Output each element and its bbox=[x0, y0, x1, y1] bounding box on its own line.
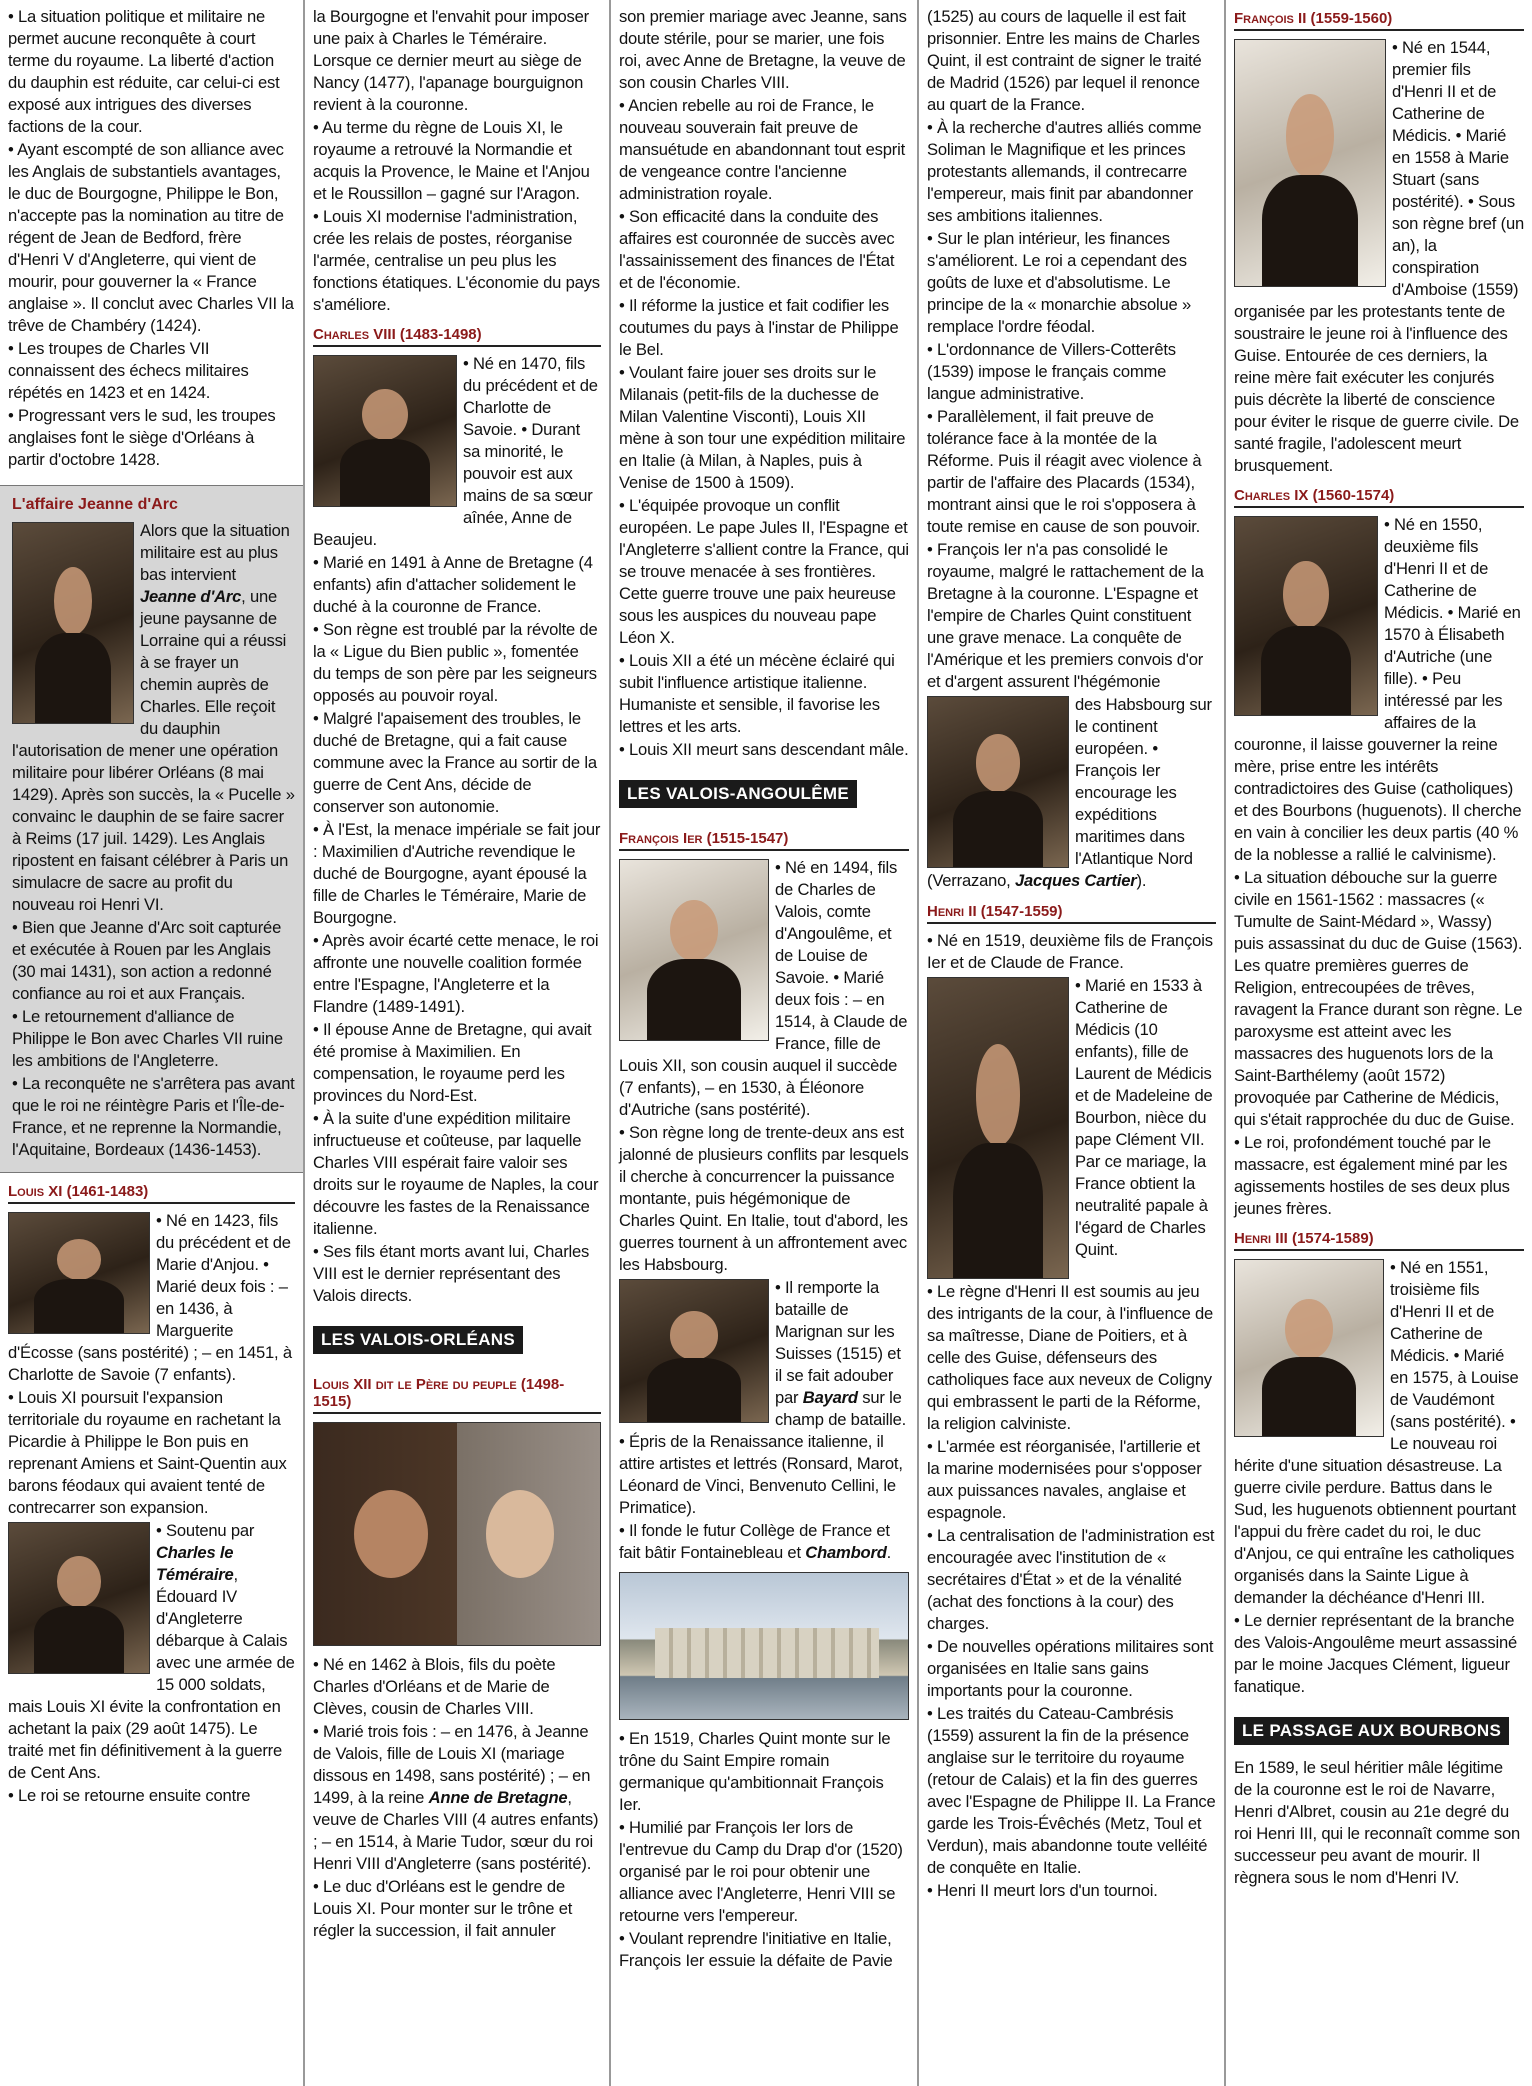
column-2 bbox=[305, 0, 611, 2086]
paragraph: • Le règne d'Henri II est soumis au jeu des intrigants de la cour, à l'influence de sa maîtresse, Diane de Poitiers, et à celle des Guise, défenseurs des catholiques face aux neveux de Coligny qui embrassent le parti de la Réforme, la religion calviniste. bbox=[927, 1282, 1214, 1433]
paragraph: • Marié en 1533 à Catherine de Médicis (10 enfants), fille de Laurent de Médicis et de Madeleine de Bourbon, nièce du pape Clément VII. Par ce mariage, la France obtient la neutralité papale à l'égard de Charles Quint. bbox=[1075, 976, 1213, 1259]
paragraph: • Son règne est troublé par la révolte de la « Ligue du Bien public », fomentée du temps de son père par les seigneurs opposés au pouvoir royal. bbox=[313, 620, 598, 705]
paragraph: • Soutenu par Charles le Téméraire, Édouard IV d'Angleterre débarque à Calais avec une armée de 15 000 soldats, mais Louis XI évite la confrontation en achetant la paix (29 août 1475). Le traité met fin définitivement à la guerre de Cent Ans. bbox=[8, 1521, 295, 1782]
paragraph: • L'ordonnance de Villers-Cotterêts (1539) impose le français comme langue administrative. bbox=[927, 340, 1176, 403]
chambord-image bbox=[619, 1572, 909, 1720]
charles-ix-portrait bbox=[1234, 516, 1378, 716]
paragraph: • À la recherche d'autres alliés comme Soliman le Magnifique et les princes protestants allemands, il contrecarre l'empereur, mais finit par abandonner ses ambitions italiennes. bbox=[927, 118, 1202, 225]
section-band: LES VALOIS-ORLÉANS bbox=[313, 1326, 523, 1354]
paragraph: • Humilié par François Ier lors de l'entrevue du Camp du Drap d'or (1520) organisé par le roi pour obtenir une alliance avec l'Angleterre, Henri VIII se retourne vers l'empereur. bbox=[619, 1818, 903, 1925]
paragraph: • L'armée est réorganisée, l'artillerie et la marine modernisées pour s'opposer aux puissances navales, anglaise et espagnole. bbox=[927, 1437, 1202, 1522]
paragraph: • Bien que Jeanne d'Arc soit capturée et exécutée à Rouen par les Anglais (30 mai 1431), son action a redonné confiance au roi et aux Français. bbox=[12, 918, 282, 1003]
paragraph: • Louis XII a été un mécène éclairé qui subit l'influence artistique italienne. Humaniste et sensible, il favorise les lettres et les arts. bbox=[619, 651, 895, 736]
paragraph: • Après avoir écarté cette menace, le roi affronte une nouvelle coalition formée entre l'Espagne, l'Angleterre et la Flandre (1489-1491). bbox=[313, 931, 599, 1016]
paragraph: • L'équipée provoque un conflit européen. Le pape Jules II, l'Espagne et l'Angleterre s'allient contre la France, qui se trouve menacée à ses frontières. Cette guerre trouve une paix heureuse sous les auspices du nouveau pape Léon X. bbox=[619, 496, 909, 647]
paragraph: • Le roi se retourne ensuite contre bbox=[8, 1786, 251, 1805]
paragraph: • À l'Est, la menace impériale se fait jour : Maximilien d'Autriche revendique le duché de Bourgogne, ayant épousé la fille de Charles le Téméraire, Marie de Bourgogne. bbox=[313, 820, 601, 927]
paragraph: • Henri II meurt lors d'un tournoi. bbox=[927, 1881, 1158, 1900]
paragraph: • Au terme du règne de Louis XI, le royaume a retrouvé la Normandie et acquis la Provence, le Maine et l'Anjou et le Roussillon – gagné sur l'Aragon. bbox=[313, 118, 590, 203]
paragraph: • Le duc d'Orléans est le gendre de Louis XI. Pour monter sur le trône et régler la succession, il fait annuler bbox=[313, 1877, 573, 1940]
paragraph: • Malgré l'apaisement des troubles, le duché de Bretagne, qui a fait cause commune avec la France au sortir de la guerre de Cent Ans, décide de conserver son autonomie. bbox=[313, 709, 597, 816]
paragraph: • Né en 1470, fils du précédent et de Charlotte de Savoie. • Durant sa minorité, le pouvoir est aux mains de sa sœur aînée, Anne de Beaujeu. bbox=[313, 354, 598, 549]
section-band: LE PASSAGE AUX BOURBONS bbox=[1234, 1717, 1509, 1745]
paragraph: • La centralisation de l'administration est encouragée avec l'institution de « secrétaires d'État » et de la vénalité (achat des fonctions à la cour) des charges. bbox=[927, 1526, 1215, 1633]
paragraph: • Né en 1423, fils du précédent et de Marie d'Anjou. • Marié deux fois : – en 1436, à Marguerite d'Écosse (sans postérité) ; – en 1451, à Charlotte de Savoie (7 enfants). bbox=[8, 1211, 292, 1384]
paragraph: Alors que la situation militaire est au plus bas intervient Jeanne d'Arc, une jeune paysanne de Lorraine qui a réussi à se frayer un chemin auprès de Charles. Elle reçoit du dauphin l'autorisation de mener une opération militaire pour libérer Orléans (8 mai 1429). Après son succès, la « Pucelle » convainc le dauphin de se faire sacrer à Reims (17 juil. 1429). Les Anglais ripostent en faisant célébrer à Paris un simulacre de sacre au profit du nouveau roi Henri VI. bbox=[12, 521, 295, 914]
paragraph: • Il épouse Anne de Bretagne, qui avait été promise à Maximilien. En compensation, le royaume perd les provinces du Nord-Est. bbox=[313, 1020, 592, 1105]
louis-xii-heading: Louis XII dit le Père du peuple (1498-1515) bbox=[313, 1376, 601, 1414]
henri-ii-portrait bbox=[927, 977, 1069, 1279]
paragraph: • Les traités du Cateau-Cambrésis (1559) assurent la fin de la présence anglaise sur le territoire du royaume (retour de Calais) et la fin des guerres avec l'Espagne de Philippe II. La France garde les Trois-Évêchés (Metz, Toul et Verdun), mais abandonne toute velléité de conquête en Italie. bbox=[927, 1704, 1216, 1877]
box-title: L'affaire Jeanne d'Arc bbox=[12, 496, 178, 513]
paragraph: • François Ier n'a pas consolidé le royaume, malgré le rattachement de la Bretagne à la couronne. L'Espagne et l'empire de Charles Quint constituent une grave menace. La conquête de l'Amérique et les premiers convois d'or et d'argent assurent l'hégémonie bbox=[927, 540, 1204, 691]
paragraph: • Louis XII meurt sans descendant mâle. bbox=[619, 740, 909, 759]
henri-iii-heading: Henri III (1574-1589) bbox=[1234, 1230, 1524, 1251]
henri-iii-portrait bbox=[1234, 1259, 1384, 1437]
column-4 bbox=[919, 0, 1226, 2086]
paragraph: • Ancien rebelle au roi de France, le nouveau souverain fait preuve de mansuétude en abandonnant tout esprit de vengeance contre l'ancienne administration royale. bbox=[619, 96, 905, 203]
paragraph: • Né en 1544, premier fils d'Henri II et de Catherine de Médicis. • Marié en 1558 à Marie Stuart (sans postérité). • Sous son règne bref (un an), la conspiration d'Amboise (1559) organisée par les protestants tente de soustraire le jeune roi à l'influence des Guise. Entourée de ces derniers, la reine mère fait exécuter les conjurés puis décrète la liberté de conscience pour éviter le risque de guerre civile. De santé fragile, l'adolescent meurt brusquement. bbox=[1234, 38, 1525, 475]
paragraph: • Son efficacité dans la conduite des affaires est couronnée de succès avec l'assainissement des finances de l'État et de l'économie. bbox=[619, 207, 895, 292]
charles-viii-heading: Charles VIII (1483-1498) bbox=[313, 326, 601, 347]
column-3 bbox=[611, 0, 919, 2086]
paragraph: • Né en 1462 à Blois, fils du poète Charles d'Orléans et de Marie de Clèves, cousin de Charles VIII. bbox=[313, 1655, 556, 1718]
paragraph: • Le dernier représentant de la branche des Valois-Angoulême meurt assassiné par le moine Jacques Clément, ligueur fanatique. bbox=[1234, 1611, 1518, 1696]
louis-xi-portrait bbox=[8, 1212, 150, 1334]
francois-ii-portrait bbox=[1234, 39, 1386, 287]
jeanne-darc-portrait bbox=[12, 522, 134, 724]
paragraph: la Bourgogne et l'envahit pour imposer une paix à Charles le Téméraire. Lorsque ce dernier meurt au siège de Nancy (1477), l'apanage bourguignon revient à la couronne. bbox=[313, 7, 589, 114]
paragraph: • Il remporte la bataille de Marignan sur les Suisses (1515) et il se fait adouber par Bayard sur le champ de bataille. • Épris de la Renaissance italienne, il attire artistes et lettrés (Ronsard, Marot, Léonard de Vinci, Benvenuto Cellini, le Primatice). bbox=[619, 1278, 907, 1517]
paragraph: • Louis XI poursuit l'expansion territoriale du royaume en rachetant la Picardie à Philippe le Bon puis en reprenant Amiens et Saint-Quentin aux barons féodaux qui avaient tenté de contrecarrer son expansion. bbox=[8, 1388, 287, 1517]
paragraph: • Ses fils étant morts avant lui, Charles VIII est le dernier représentant des Valois directs. bbox=[313, 1242, 590, 1305]
paragraph: • De nouvelles opérations militaires sont organisées en Italie sans gains importants pour la couronne. bbox=[927, 1637, 1214, 1700]
paragraph: • Le retournement d'alliance de Philippe le Bon avec Charles VII ruine les ambitions de l'Angleterre. bbox=[12, 1007, 283, 1070]
paragraph: • Son règne long de trente-deux ans est jalonné de plusieurs conflits par lesquels il cherche à concurrencer la puissance montante, puis hégémonique de Charles Quint. En Italie, tout d'abord, les guerres tournent à un affrontement avec les Habsbourg. bbox=[619, 1123, 909, 1274]
marignan-portrait bbox=[619, 1279, 769, 1423]
paragraph: • Marié trois fois : – en 1476, à Jeanne de Valois, fille de Louis XI (mariage dissous en 1498, sans postérité) ; – en 1499, à la reine Anne de Bretagne, veuve de Charles VIII (4 autres enfants) ; – en 1514, à Marie Tudor, sœur du roi Henri VIII d'Angleterre (sans postérité). bbox=[313, 1722, 599, 1873]
paragraph: (1525) au cours de laquelle il est fait prisonnier. Entre les mains de Charles Quint, il est contraint de signer le traité de Madrid (1526) par lequel il renonce au quart de la France. bbox=[927, 7, 1202, 114]
francois-i-heading: François Ier (1515-1547) bbox=[619, 830, 909, 851]
paragraph: • La situation politique et militaire ne permet aucune reconquête à court terme du royaume. La liberté d'action du dauphin est réduite, car celui-ci est exposé aux intrigues des diverses factions de la cour. bbox=[8, 7, 280, 136]
paragraph: • La reconquête ne s'arrêtera pas avant que le roi ne réintègre Paris et l'Île-de-France, et ne reprenne la Normandie, l'Aquitaine, Bordeaux (1436-1453). bbox=[12, 1074, 295, 1159]
column-5 bbox=[1226, 0, 1532, 2086]
henri-ii-heading: Henri II (1547-1559) bbox=[927, 903, 1216, 924]
jacques-cartier-portrait bbox=[927, 696, 1069, 868]
paragraph: • Né en 1551, troisième fils d'Henri II et de Catherine de Médicis. • Marié en 1575, à Louise de Vaudémont (sans postérité). • Le nouveau roi hérite d'une situation désastreuse. La guerre civile perdure. Battus dans le Sud, les huguenots obtiennent pourtant l'appui du frère cadet du roi, le duc d'Anjou, ce qui entraîne les catholiques organisés dans la Sainte Ligue à demander la déchéance d'Henri III. bbox=[1234, 1258, 1519, 1607]
francois-ii-heading: François II (1559-1560) bbox=[1234, 10, 1524, 31]
paragraph: • Sur le plan intérieur, les finances s'améliorent. Le roi a cependant des goûts de luxe et d'absolutisme. Le principe de la « monarchie absolue » remplace l'ordre féodal. bbox=[927, 229, 1192, 336]
section-band: LES VALOIS-ANGOULÊME bbox=[619, 780, 857, 808]
louis-xi-heading: Louis XI (1461-1483) bbox=[8, 1183, 295, 1204]
louis-xii-and-anne-portraits bbox=[313, 1422, 601, 1646]
francois-i-portrait bbox=[619, 859, 769, 1041]
paragraph: • En 1519, Charles Quint monte sur le trône du Saint Empire romain germanique qu'ambitionnait François Ier. bbox=[619, 1729, 891, 1814]
paragraph: • Il réforme la justice et fait codifier les coutumes du pays à l'instar de Philippe le Bel. bbox=[619, 296, 899, 359]
paragraph: • Ayant escompté de son alliance avec les Anglais de substantiels avantages, le duc de Bourgogne, Philippe le Bon, n'accepte pas la nomination au titre de régent de Jean de Bedford, frère d'Henri V d'Angleterre, qui vient de mourir, pour gouverner la « France anglaise ». Il conclut avec Charles VII la trêve de Chambéry (1424). bbox=[8, 140, 294, 335]
paragraph: • Marié en 1491 à Anne de Bretagne (4 enfants) afin d'attacher solidement le duché à la couronne de France. bbox=[313, 553, 593, 616]
paragraph: • Né en 1519, deuxième fils de François Ier et de Claude de France. bbox=[927, 931, 1213, 972]
paragraph: • Louis XI modernise l'administration, crée les relais de postes, réorganise l'armée, centralise un peu plus les fonctions étatiques. L'économie du pays s'améliore. bbox=[313, 207, 600, 314]
paragraph: • Voulant reprendre l'initiative en Italie, François Ier essuie la défaite de Pavie bbox=[619, 1929, 893, 1970]
paragraph: • Progressant vers le sud, les troupes anglaises font le siège d'Orléans à partir d'octobre 1428. bbox=[8, 406, 276, 469]
paragraph: • Il fonde le futur Collège de France et fait bâtir Fontainebleau et Chambord. bbox=[619, 1521, 892, 1562]
charles-viii-portrait bbox=[313, 355, 457, 507]
paragraph: • Voulant faire jouer ses droits sur le Milanais (petit-fils de la duchesse de Milan Valentine Visconti), Louis XII mène à son tour une expédition militaire en Italie (à Milan, à Naples, puis à Venise de 1500 à 1509). bbox=[619, 363, 906, 492]
column-1 bbox=[0, 0, 305, 2086]
jeanne-darc-box bbox=[0, 485, 303, 1173]
charles-ix-heading: Charles IX (1560-1574) bbox=[1234, 487, 1524, 508]
paragraph: • À la suite d'une expédition militaire infructueuse et coûteuse, par laquelle Charles VIII espérait faire valoir ses droits sur le royaume de Naples, la cour découvre les fastes de la Renaissance italienne. bbox=[313, 1109, 599, 1238]
paragraph: son premier mariage avec Jeanne, sans doute stérile, pour se marier, une fois roi, avec Anne de Bretagne, la veuve de son cousin Charles VIII. bbox=[619, 7, 907, 92]
paragraph: • Parallèlement, il fait preuve de tolérance face à la montée de la Réforme. Puis il réagit avec violence à partir de l'affaire des Placards (1534), montrant ainsi que le roi s'opposera à toute remise en cause de son pouvoir. bbox=[927, 407, 1202, 536]
paragraph: des Habsbourg sur le continent européen. • François Ier encourage les expéditions maritimes dans l'Atlantique Nord (Verrazano, Jacques Cartier). bbox=[927, 695, 1212, 890]
paragraph: • La situation débouche sur la guerre civile en 1561-1562 : massacres (« Tumulte de Saint-Médard », Wassy) puis assassinat du duc de Guise (1563). Les quatre premières guerres de Religion, entrecoupées de trêves, ravagent la France durant son règne. Le paroxysme est atteint avec les massacres des huguenots lors de la Saint-Barthélemy (août 1572) provoquée par Catherine de Médicis, qui s'était rapprochée du duc de Guise. bbox=[1234, 868, 1523, 1129]
paragraph: En 1589, le seul héritier mâle légitime de la couronne est le roi de Navarre, Henri d'Albret, cousin au 21e degré du roi Henri III, qui le reconnaît comme son successeur peu avant de mourir. Il règnera sous le nom d'Henri IV. bbox=[1234, 1758, 1521, 1887]
paragraph: • Les troupes de Charles VII connaissent des échecs militaires répétés en 1423 et en 1424. bbox=[8, 339, 249, 402]
louis-xi-second-portrait bbox=[8, 1522, 150, 1674]
paragraph: • Né en 1494, fils de Charles de Valois, comte d'Angoulême, et de Louise de Savoie. • Marié deux fois : – en 1514, à Claude de France, fille de Louis XII, son cousin auquel il succède (7 enfants), – en 1530, à Éléonore d'Autriche (sans postérité). bbox=[619, 858, 908, 1119]
paragraph: • Le roi, profondément touché par le massacre, est également miné par les agissements hostiles de ses deux plus jeunes frères. bbox=[1234, 1133, 1510, 1218]
paragraph: • Né en 1550, deuxième fils d'Henri II et de Catherine de Médicis. • Marié en 1570 à Élisabeth d'Autriche (une fille). • Peu intéressé par les affaires de la couronne, il laisse gouverner la reine mère, prise entre les intérêts contradictoires des Guise (catholiques) et des Bourbons (huguenots). Il cherche en vain à concilier les deux partis (40 % de la noblesse a rallié le calvinisme). bbox=[1234, 515, 1522, 864]
